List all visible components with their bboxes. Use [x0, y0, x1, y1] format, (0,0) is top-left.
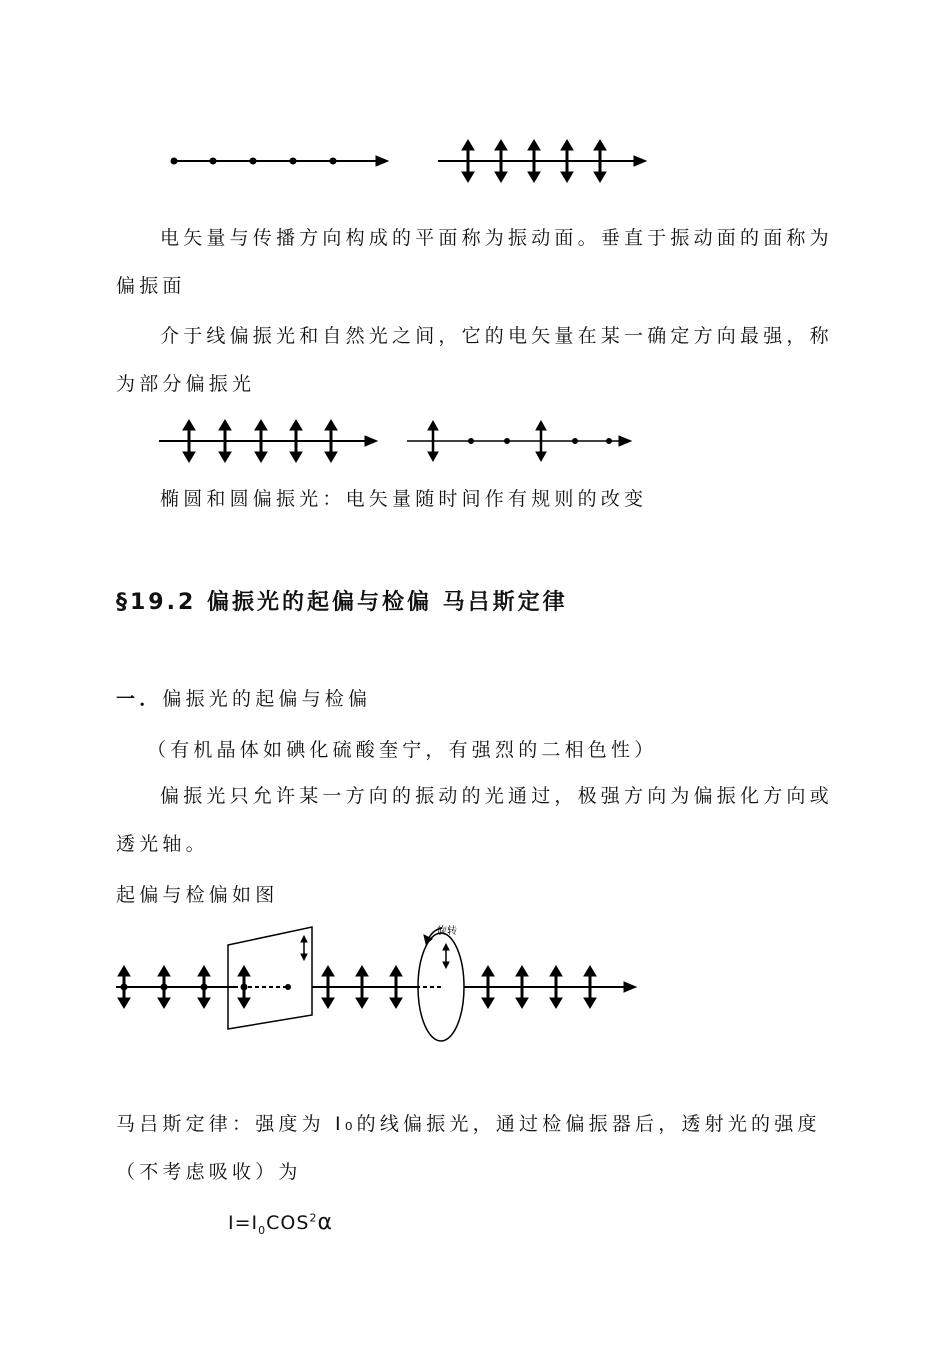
incoming-natural-light	[116, 966, 291, 1008]
subsection-heading	[116, 684, 371, 711]
partial-polarization-paragraph: 介于线偏振光和自然光之间，它的电矢量在某一确定方向最强，称为部分偏振光	[116, 325, 833, 395]
parallel-vibration-ray	[438, 140, 646, 182]
malus-law-paragraph: 马吕斯定律：强度为 I₀的线偏振光，通过检偏振器后，透射光的强度（不考虑吸收）为	[116, 1113, 821, 1183]
vibration-plane-paragraph: 电矢量与传播方向构成的平面称为振动面。垂直于振动面的面称为偏振面	[116, 227, 833, 297]
elliptical-polarization-line: 椭圆和圆偏振光：电矢量随时间作有规则的改变	[160, 488, 648, 510]
linear-polarization-diagram	[160, 135, 660, 190]
formula-cos: COS	[266, 1212, 310, 1234]
formula-superscript: 2	[309, 1211, 318, 1225]
polarizer-sheet	[228, 927, 312, 1029]
rotation-label: 旋转	[437, 926, 457, 937]
polarizer-description: 偏振光只允许某一方向的振动的光通过，极强方向为偏振化方向或透光轴。	[116, 785, 833, 855]
parenthetical-note: （有机晶体如碘化硫酸奎宁，有强烈的二相色性）	[147, 739, 658, 761]
formula-alpha: α	[317, 1210, 333, 1235]
perpendicular-vibration-ray	[171, 156, 389, 166]
mixed-ray	[407, 421, 631, 461]
formula-subscript: 0	[258, 1223, 267, 1237]
formula-lhs: I=I	[228, 1212, 259, 1234]
polarized-light	[312, 966, 442, 1008]
strong-parallel-ray	[159, 420, 377, 462]
subsection-title: 偏振光的起偏与检偏	[162, 688, 372, 710]
analyzer-ellipse	[418, 924, 464, 1041]
malus-law-formula	[228, 1210, 333, 1237]
polarizer-analyzer-diagram	[110, 915, 650, 1045]
section-title: §19.2 偏振光的起偏与检偏 马吕斯定律	[116, 590, 568, 615]
subsection-number: 一．	[116, 688, 163, 710]
transmitted-light	[464, 966, 636, 1008]
partial-polarization-diagram	[155, 415, 645, 470]
figure-caption: 起偏与检偏如图	[116, 884, 279, 906]
